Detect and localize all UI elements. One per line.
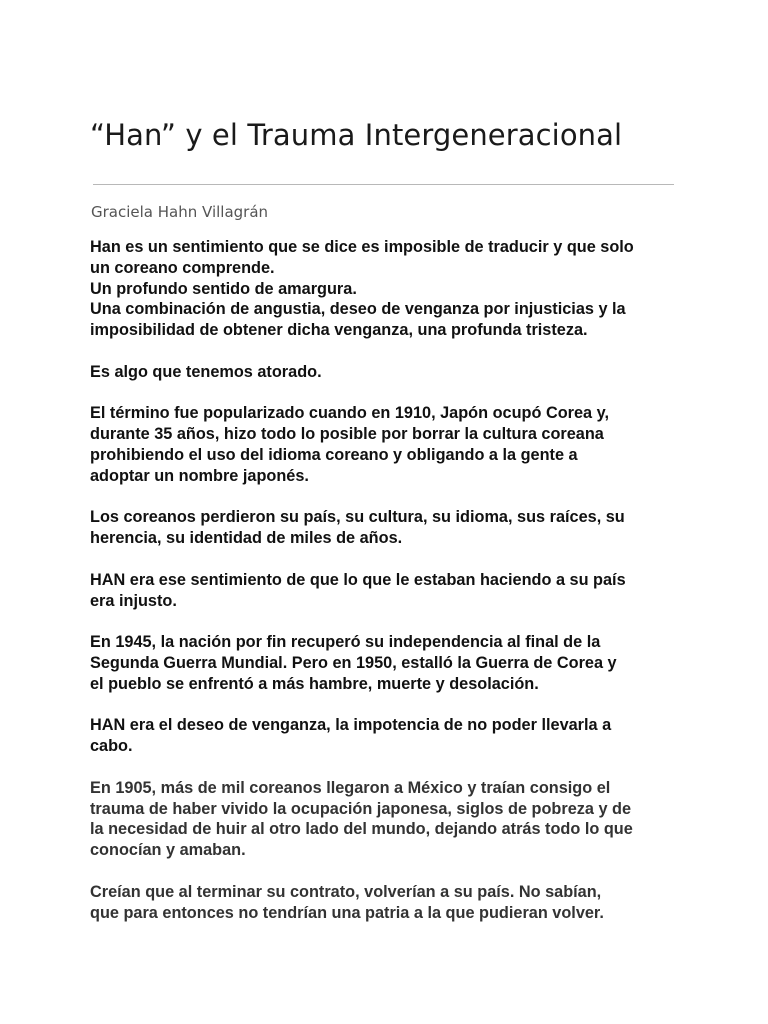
text-line: HAN era ese sentimiento de que lo que le estaban haciendo a su país [90, 570, 626, 589]
paragraph [90, 632, 690, 694]
text-line: En 1905, más de mil coreanos llegaron a México y traían consigo el [90, 778, 611, 797]
text-line: HAN era el deseo de venganza, la impotencia de no poder llevarla a [90, 716, 612, 735]
text-line: Una combinación de angustia, deseo de venganza por injusticias y la [90, 300, 626, 319]
paragraph [90, 403, 690, 486]
text-line: El término fue popularizado cuando en 1910, Japón ocupó Corea y, [90, 404, 609, 423]
text-line: durante 35 años, hizo todo lo posible por borrar la cultura coreana [90, 425, 604, 444]
document-title: “Han” y el Trauma Intergeneracional [90, 118, 623, 152]
text-line: Un profundo sentido de amargura. [90, 279, 357, 298]
paragraph [90, 882, 690, 924]
text-line: cabo. [90, 737, 133, 756]
text-line: Es algo que tenemos atorado. [90, 362, 322, 381]
author-name: Graciela Hahn Villagrán [91, 203, 269, 221]
text-line: prohibiendo el uso del idioma coreano y obligando a la gente a [90, 445, 578, 464]
document-body [90, 237, 690, 923]
text-line: conocían y amaban. [90, 841, 246, 860]
text-line: Segunda Guerra Mundial. Pero en 1950, estalló la Guerra de Corea y [90, 653, 617, 672]
paragraph [90, 507, 690, 549]
paragraph [90, 715, 690, 757]
text-line: imposibilidad de obtener dicha venganza, una profunda tristeza. [90, 321, 588, 340]
text-line: era injusto. [90, 591, 177, 610]
text-line: herencia, su identidad de miles de años. [90, 529, 403, 548]
text-line: el pueblo se enfrentó a más hambre, muerte y desolación. [90, 674, 539, 693]
paragraph [90, 237, 690, 341]
paragraph [90, 362, 690, 383]
text-line: adoptar un nombre japonés. [90, 466, 309, 485]
text-line: Los coreanos perdieron su país, su cultura, su idioma, sus raíces, su [90, 508, 625, 527]
paragraph [90, 570, 690, 612]
text-line: Han es un sentimiento que se dice es imposible de traducir y que solo [90, 238, 634, 256]
text-line: En 1945, la nación por fin recuperó su independencia al final de la [90, 633, 601, 652]
text-line: la necesidad de huir al otro lado del mundo, dejando atrás todo lo que [90, 820, 633, 839]
text-line: Creían que al terminar su contrato, volverían a su país. No sabían, [90, 882, 602, 901]
title-divider [93, 184, 674, 185]
paragraph [90, 778, 690, 861]
text-line: un coreano comprende. [90, 258, 275, 277]
text-line: que para entonces no tendrían una patria a la que pudieran volver. [90, 903, 604, 922]
text-line: trauma de haber vivido la ocupación japonesa, siglos de pobreza y de [90, 799, 632, 818]
